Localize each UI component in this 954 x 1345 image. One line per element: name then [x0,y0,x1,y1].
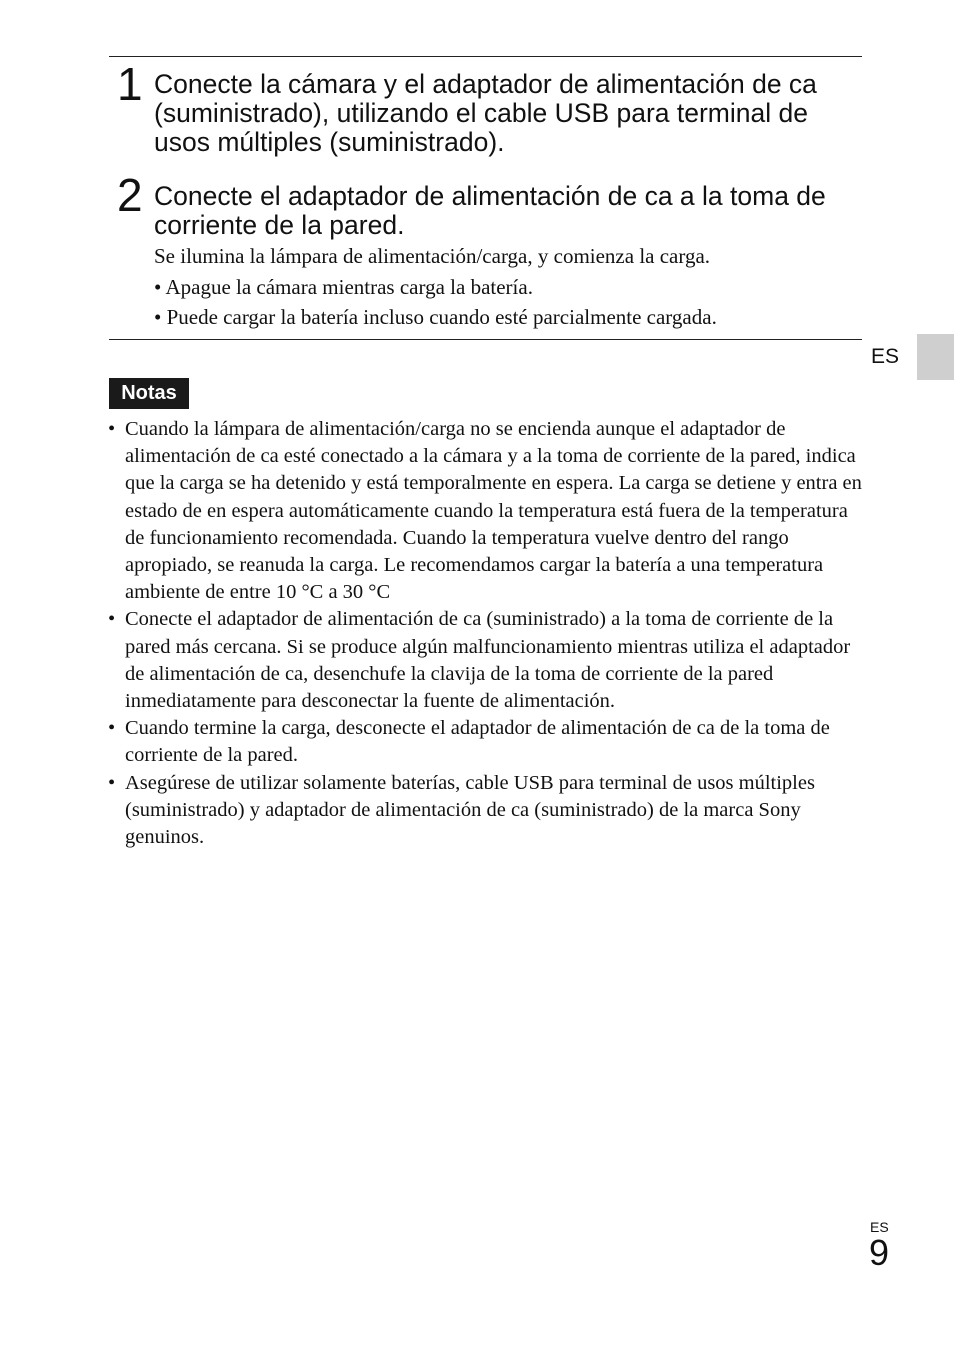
top-rule [109,56,862,57]
note-item [108,606,868,715]
note-text: Cuando termine la carga, desconecte el adaptador de alimentación de ca de la toma de corriente de la pared. [125,717,830,767]
note-item [108,416,868,606]
step-2-bullet [154,275,533,299]
step-1-text: Conecte la cámara y el adaptador de alimentación de ca (suministrado), utilizando el cable USB para terminal de usos múltiples (suministrado). [154,69,817,157]
note-text: Conecte el adaptador de alimentación de ca (suministrado) a la toma de corriente de la pared más cercana. Si se produce algún malfuncionamiento mientras utiliza el adaptador de alimentación de ca, desenchufe la clavija de la toma de corriente de la pared inmediatamente para desconectar la fuente de alimentación. [125,608,851,713]
note-item [108,770,868,852]
bullet-glyph: • [108,771,116,794]
step-2-bullet-text: Puede cargar la batería incluso cuando esté parcialmente cargada. [166,305,717,329]
bullet-glyph: • [154,305,167,329]
page-number: 9 [869,1232,890,1273]
step-1-number: 1 [117,58,143,110]
notes-list [108,416,868,851]
language-tab-label: ES [871,345,900,368]
bullet-glyph: • [108,717,116,740]
note-text: Asegúrese de utilizar solamente baterías, cable USB para terminal de usos múltiples (suministrado) y adaptador de alimentación de ca (suministrado) de la marca Sony genuinos. [125,771,815,849]
step-2-bullet [154,305,717,329]
bullet-glyph: • [154,275,166,299]
step-2-number: 2 [117,169,143,221]
note-item [108,715,868,769]
bullet-glyph: • [108,418,116,440]
language-tab [917,334,954,380]
step-2-bullet-text: Apague la cámara mientras carga la batería. [165,275,533,299]
bottom-rule [109,339,862,340]
step-2-text: Conecte el adaptador de alimentación de ca a la toma de corriente de la pared. [154,181,826,240]
step-2-description: Se ilumina la lámpara de alimentación/carga, y comienza la carga. [154,244,711,268]
bullet-glyph: • [108,608,116,631]
footer-lang: ES [870,1219,889,1235]
notes-heading: Notas [109,378,189,409]
note-text: Cuando la lámpara de alimentación/carga no se encienda aunque el adaptador de alimentación de ca esté conectado a la cámara y a la toma de corriente de la pared, indica que la carga se ha detenido y está temporalmente en espera. La carga se detiene y entra en estado de en espera automáticamente cuando la temperatura está fuera de la temperatura de funcionamiento recomendada. Cuando la temperatura vuelve dentro del rango apropiado, se reanuda la carga. Le recomendamos cargar la batería a una temperatura ambiente de entre 10 °C a 30 °C [125,418,862,604]
